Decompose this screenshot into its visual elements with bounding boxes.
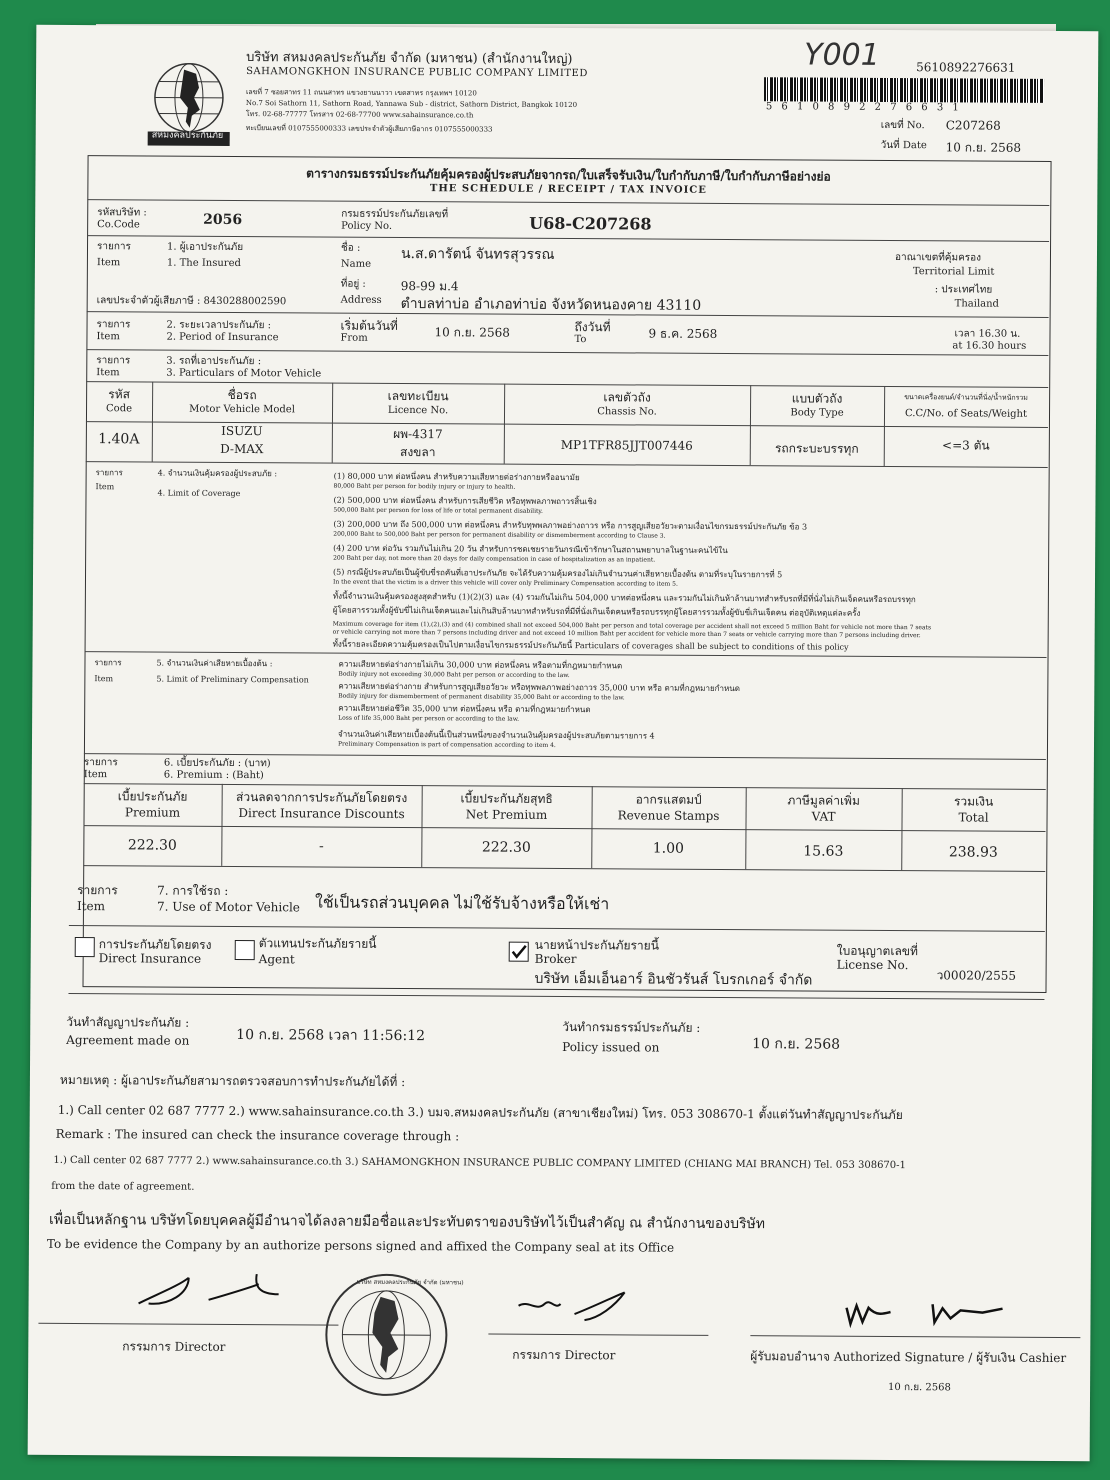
handwritten-note: Y001 [804,37,880,73]
doc-no-label: เลขที่ No. [880,119,925,132]
premium-label-en: 6. Premium : (Baht) [163,769,264,782]
license-label-en: License No. [836,957,909,973]
broker-label: นายหน้าประกันภัยรายนี้ [534,937,659,953]
item-label: รายการ [96,241,131,253]
evidence-en: To be evidence the Company by an authorize persons signed and affixed the Company seal at its Office [46,1236,675,1255]
coverage-line: (3) 200,000 บาท ถึง 500,000 บาท ต่อหนึ่งคน สำหรับทุพพลภาพอย่างถาวร หรือ การสูญเสียอวัยวะตามเงื่อนไขกรมธรรม์ประกันภัย ข้อ 3 [333,519,808,532]
company-seal [322,1271,451,1400]
premium-col-discount-en: Direct Insurance Discounts [238,806,405,822]
vehicle-label-en: 3. Particulars of Motor Vehicle [166,367,322,380]
discount-value: - [318,838,324,855]
barcode [764,77,1044,103]
vehicle-cc: <=3 ตัน [942,438,990,453]
logo-text: สหมงคลประกันภัย [151,130,224,141]
coverage-line-en: In the event that the victim is a driver this vehicle will cover only Preliminary Compensation according to item 5. [332,578,678,588]
address-label-en: Address [340,294,382,306]
remark-en-title: Remark : The insured can check the insurance coverage through : [55,1126,460,1144]
period-time: เวลา 16.30 น. [954,328,1021,340]
preliminary-line: ความเสียหายต่อร่างกายไม่เกิน 30,000 บาท ต่อหนึ่งคน หรือตามที่กฎหมายกำหนด [338,659,623,671]
vehicle-col-cc-en: C.C/No. of Seats/Weight [904,408,1028,420]
vehicle-col-model-en: Motor Vehicle Model [189,403,295,416]
insurance-document [28,25,1099,1461]
vehicle-make: ISUZU [221,423,263,439]
remark-en-line2: from the date of agreement. [51,1180,195,1193]
insured-address-line1: 98-99 ม.4 [400,279,459,294]
vehicle-licence: ผพ-4317 [393,426,443,442]
vehicle-col-body: แบบตัวถัง [791,391,843,406]
period-from: 10 ก.ย. 2568 [434,325,510,340]
item-label: รายการ [83,757,118,769]
item-label-en: Item [96,367,120,379]
period-time-en: at 16.30 hours [952,340,1027,352]
direct-insurance-label-en: Direct Insurance [98,951,202,966]
territory-value: : ประเทศไทย [934,284,993,296]
preliminary-line-en: Loss of life 35,000 Baht per person or according to the law. [338,714,520,723]
to-label: ถึงวันที่ [574,320,611,335]
vehicle-col-chassis-en: Chassis No. [597,406,657,418]
agreement-label: วันทำสัญญาประกันภัย : [66,1014,190,1030]
item-label-en: Item [95,482,115,492]
seal-text: บริษัท สหมงคลประกันภัย จำกัด (มหาชน) [356,1278,464,1287]
coverage-line: (5) กรณีผู้ประสบภัยเป็นผู้ขับขี่รถคันที่เอาประกันภัย จะได้รับความคุ้มครองไม่เกินจำนวนค่าเสียหายเบื้องต้น ตามที่ระบุในรายการที่ 5 [333,567,783,580]
co-code-label-en: Co.Code [97,219,140,231]
address-th: เลขที่ 7 ซอยสาทร 11 ถนนสาทร แขวงยานนาวา เขตสาทร กรุงเทพฯ 10120 [245,88,477,98]
coverage-max-en1: Maximum coverage for item (1),(2),(3) and (4) combined shall not exceed 504,000 Baht per person and total coverage per accident shall not exceed 5 million Baht for vehicle not more than 7 seats [332,620,932,632]
territory-label-en: Territorial Limit [912,266,995,278]
premium-col-total: รวมเงิน [953,794,994,809]
broker-checkbox[interactable] [509,942,529,962]
preliminary-label: 5. จำนวนเงินค่าเสียหายเบื้องต้น : [156,658,273,669]
agent-label-en: Agent [258,952,295,967]
item-label-en: Item [94,674,114,684]
vehicle-col-body-en: Body Type [790,407,844,419]
telephone: โทร. 02-68-77777 โทรสาร 02-68-77700 www.sahainsurance.co.th [245,110,474,120]
barcode-digits: 5 6 1 0 8 9 2 2 7 6 6 3 1 [765,101,962,114]
coverage-line-en: 200,000 Baht to 500,000 Baht per person for permanent disability or dismemberment according to Clause 3. [333,530,666,540]
policy-label: กรมธรรม์ประกันภัยเลขที่ [341,208,449,221]
name-label-en: Name [340,258,372,270]
coverage-line: (2) 500,000 บาท ต่อหนึ่งคน สำหรับการเสียชีวิต หรือทุพพลภาพถาวรสิ้นเชิง [333,495,597,507]
vehicle-col-chassis: เลขตัวถัง [603,390,651,405]
net-premium-value: 222.30 [481,839,531,856]
evidence-th: เพื่อเป็นหลักฐาน บริษัทโดยบุคคลผู้มีอำนาจได้ลงลายมือชื่อและประทับตราของบริษัทไว้เป็นสำคัญ ณ สำนักงานของบริษัท [49,1211,766,1233]
territory-value-en: Thailand [954,298,1000,310]
vehicle-body: รถกระบะบรรทุก [774,441,859,456]
premium-col-net: เบี้ยประกันภัยสุทธิ [460,791,553,806]
agreement-label-en: Agreement made on [66,1032,190,1048]
premium-col-net-en: Net Premium [465,807,548,822]
preliminary-line-en: Bodily injury for dismemberment of permanent disability 35,000 Baht or according to the law. [338,692,625,702]
vehicle-use: ใช้เป็นรถส่วนบุคคล ไม่ใช้รับจ้างหรือให้เช่า [314,892,610,914]
vehicle-col-licence: เลขทะเบียน [387,388,449,404]
address-en: No.7 Soi Sathorn 11, Sathorn Road, Yannawa Sub - district, Sathorn District, Bangkok 10120 [245,99,578,110]
co-code-value: 2056 [203,211,243,229]
vehicle-col-code-en: Code [105,403,133,415]
coverage-line-en: 80,000 Baht per person for bodily injury or injury to health. [333,482,516,491]
direct-insurance-label: การประกันภัยโดยตรง [98,937,212,952]
doc-no-value: C207268 [945,118,1001,133]
period-label-en: 2. Period of Insurance [166,331,279,344]
preliminary-label-en: 5. Limit of Preliminary Compensation [156,674,309,685]
policy-number: U68-C207268 [529,213,652,234]
coverage-max: ทั้งนี้จำนวนเงินคุ้มครองสูงสุดสำหรับ (1)(2)(3) และ (4) รวมกันไม่เกิน 504,000 บาทต่อหนึ่งคน และรวมกันไม่เกินห้าล้านบาทสำหรับรถที่มีที่นั่งไม่เกินเจ็ดคนหรือรถบรรทุก [332,591,916,605]
coverage-footer: ทั้งนี้รายละเอียดความคุ้มครองเป็นไปตามเงื่อนไขกรมธรรม์ประกันภัยนี้ Particulars of coverages shall be subject to conditions of this policy [332,639,849,652]
premium-value: 222.30 [127,837,177,854]
period-to: 9 ธ.ค. 2568 [648,326,718,341]
item-label: รายการ [94,658,122,668]
vat-value: 15.63 [803,843,844,860]
coverage-label-en: 4. Limit of Coverage [157,488,241,499]
policy-label-en: Policy No. [341,220,393,232]
license-label: ใบอนุญาตเลขที่ [836,943,918,959]
coverage-max2: ผู้โดยสารรวมทั้งผู้ขับขี่ไม่เกินเจ็ดคนและไม่เกินสิบล้านบาทสำหรับรถที่มีที่นั่งเกินเจ็ดคนหรือรถบรรทุกผู้โดยสารรวมทั้งผู้ขับขี่เกินเจ็ดคน ต่ออุบัติเหตุแต่ละครั้ง [332,605,861,618]
broker-label-en: Broker [534,951,577,967]
company-name-th: บริษัท สหมงคลประกันภัย จำกัด (มหาชน) (สำนักงานใหญ่) [246,50,573,68]
vehicle-chassis: MP1TFR85JJT007446 [560,437,693,453]
coverage-line-en: 500,000 Baht per person for loss of life or total permanent disability. [333,506,543,515]
address-label: ที่อยู่ : [340,278,366,290]
title-en: THE SCHEDULE / RECEIPT / TAX INVOICE [429,183,707,196]
director1-signature [129,1263,289,1314]
insured-taxid: เลขประจำตัวผู้เสียภาษี : 8430288002590 [96,295,287,308]
item-label-en: Item [76,899,106,914]
total-value: 238.93 [948,844,998,861]
issued-label: วันทำกรมธรรม์ประกันภัย : [562,1020,701,1035]
co-code-label: รหัสบริษัท : [97,207,147,219]
coverage-line: (4) 200 บาท ต่อวัน รวมกันไม่เกิน 20 วัน สำหรับการชดเชยรายวันกรณีเข้ารักษาในสถานพยาบาลในฐานะคนไข้ใน [333,543,728,556]
director2-label: กรรมการ Director [512,1347,616,1363]
item-label-en: Item [96,257,121,269]
title-th: ตารางกรมธรรม์ประกันภัยคุ้มครองผู้ประสบภัยจากรถ/ใบเสร็จรับเงิน/ใบกำกับภาษี/ใบกำกับภาษีอย่างย่อ [306,166,831,184]
remark-en-line: 1.) Call center 02 687 7777 2.) www.sahainsurance.co.th 3.) SAHAMONGKHON INSURANCE PUBLIC COMPANY LIMITED (CHIANG MAI BRANCH) Tel. 053 308670-1 [53,1154,906,1172]
from-label: เริ่มต้นวันที่ [340,318,398,333]
item-label-en: Item [83,769,108,781]
preliminary-line: จำนวนเงินค่าเสียหายเบื้องต้นนี้เป็นส่วนหนึ่งของจำนวนเงินคุ้มครองผู้ประสบภัยตามรายการ 4 [338,729,655,741]
coverage-line-en: 200 Baht per day, not more than 20 days for daily compensation in case of hospitalization as an inpatient. [333,554,656,564]
premium-col-premium-en: Premium [124,805,181,820]
premium-col-vat-en: VAT [811,809,836,824]
preliminary-line: ความเสียหายต่อร่างกาย สำหรับการสูญเสียอวัยวะ หรือทุพพลภาพอย่างถาวร 35,000 บาท หรือ ตามที่กฎหมายกำหนด [338,681,740,694]
checkmark-icon [510,943,528,961]
signature-date: 10 ก.ย. 2568 [888,1381,951,1394]
insured-name: น.ส.ดารัตน์ จันทรสุวรรณ [400,246,555,263]
use-label: 7. การใช้รถ : [157,883,229,898]
remark-th-title: หมายเหตุ : ผู้เอาประกันภัยสามารถตรวจสอบการทำประกันภัยได้ที่ : [59,1072,406,1090]
item-label: รายการ [77,883,118,898]
premium-col-vat: ภาษีมูลค่าเพิ่ม [787,793,860,808]
license-number: ว00020/2555 [936,968,1017,983]
period-label: 2. ระยะเวลาประกันภัย : [166,319,272,332]
insured-label-en: 1. The Insured [166,257,241,270]
use-label-en: 7. Use of Motor Vehicle [156,899,300,915]
barcode-number: 5610892276631 [916,60,1016,75]
premium-col-premium: เบี้ยประกันภัย [117,789,188,804]
vehicle-label: 3. รถที่เอาประกันภัย : [166,355,262,368]
company-name-en: SAHAMONGKHON INSURANCE PUBLIC COMPANY LIMITED [246,66,588,80]
premium-label: 6. เบี้ยประกันภัย : (บาท) [163,757,271,770]
premium-col-stamps-en: Revenue Stamps [617,808,720,823]
remark-th-line: 1.) Call center 02 687 7777 2.) www.sahainsurance.co.th 3.) บมจ.สหมงคลประกันภัย (สาขาเชียงใหม่) โทร. 053 308670-1 ตั้งแต่วันทำสัญญาประกันภัย [57,1102,903,1123]
coverage-label: 4. จำนวนเงินคุ้มครองผู้ประสบภัย : [157,468,278,479]
director2-signature [514,1286,664,1327]
vehicle-col-cc: ขนาดเครื่องยนต์/จำนวนที่นั่ง/น้ำหนักรวม [904,393,1028,402]
to-label-en: To [574,334,587,346]
stamps-value: 1.00 [652,840,684,857]
preliminary-line-en: Bodily injury not exceeding 30,000 Baht per person or according to the law. [338,670,570,680]
premium-col-stamps: อากรแสตมป์ [635,792,702,807]
from-label-en: From [340,332,368,344]
premium-col-discount: ส่วนลดจากการประกันภัยโดยตรง [236,790,408,806]
vehicle-province: สงขลา [399,444,436,460]
vehicle-col-model: ชื่อรถ [227,387,257,403]
issued-label-en: Policy issued on [562,1040,660,1055]
preliminary-line: ความเสียหายต่อชีวิต 35,000 บาท ต่อหนึ่งคน หรือ ตามที่กฎหมายกำหนด [338,703,591,715]
vehicle-code: 1.40A [98,431,140,448]
premium-col-total-en: Total [958,810,989,825]
coverage-line: (1) 80,000 บาท ต่อหนึ่งคน สำหรับความเสียหายต่อร่างกายหรืออนามัย [333,471,580,483]
preliminary-line-en: Preliminary Compensation is part of compensation according to item 4. [337,740,556,749]
agent-checkbox[interactable] [235,940,255,960]
insured-address-line2: ตำบลท่าบ่อ อำเภอท่าบ่อ จังหวัดหนองคาย 43110 [400,296,702,314]
item-label: รายการ [95,468,123,478]
doc-date-value: 10 ก.ย. 2568 [945,140,1022,155]
agreement-datetime: 10 ก.ย. 2568 เวลา 11:56:12 [236,1027,426,1045]
name-label: ชื่อ : [340,242,361,254]
item-label-en: Item [96,331,120,343]
vehicle-model: D-MAX [220,441,264,457]
director1-label: กรรมการ Director [122,1339,226,1354]
territory-label: อาณาเขตที่คุ้มครอง [894,252,982,264]
vehicle-col-licence-en: Licence No. [387,404,449,417]
item-label: รายการ [96,319,131,331]
direct-insurance-checkbox[interactable] [75,937,95,957]
vehicle-col-code: รหัส [108,387,131,402]
cashier-label: ผู้รับมอบอำนาจ Authorized Signature / ผู้รับเงิน Cashier [750,1349,1067,1366]
insured-label: 1. ผู้เอาประกันภัย [166,241,244,254]
doc-date-label: วันที่ Date [880,139,927,152]
agent-label: ตัวแทนประกันภัยรายนี้ [258,936,377,951]
cashier-signature [842,1296,1022,1331]
broker-name: บริษัท เอ็มเอ็นอาร์ อินชัวรันส์ โบรกเกอร์ จำกัด [534,970,813,989]
coverage-max-en2: or vehicle carrying not more than 7 persons including driver and not exceed 10 million Baht per accident for vehicle more than 7 seats or vehicle carrying more than 7 persons including driver. [332,628,921,640]
item-label: รายการ [96,355,131,367]
issued-date: 10 ก.ย. 2568 [752,1036,841,1053]
tax-registration: ทะเบียนเลขที่ 0107555000333 เลขประจำตัวผู้เสียภาษีอากร 0107555000333 [245,124,493,134]
